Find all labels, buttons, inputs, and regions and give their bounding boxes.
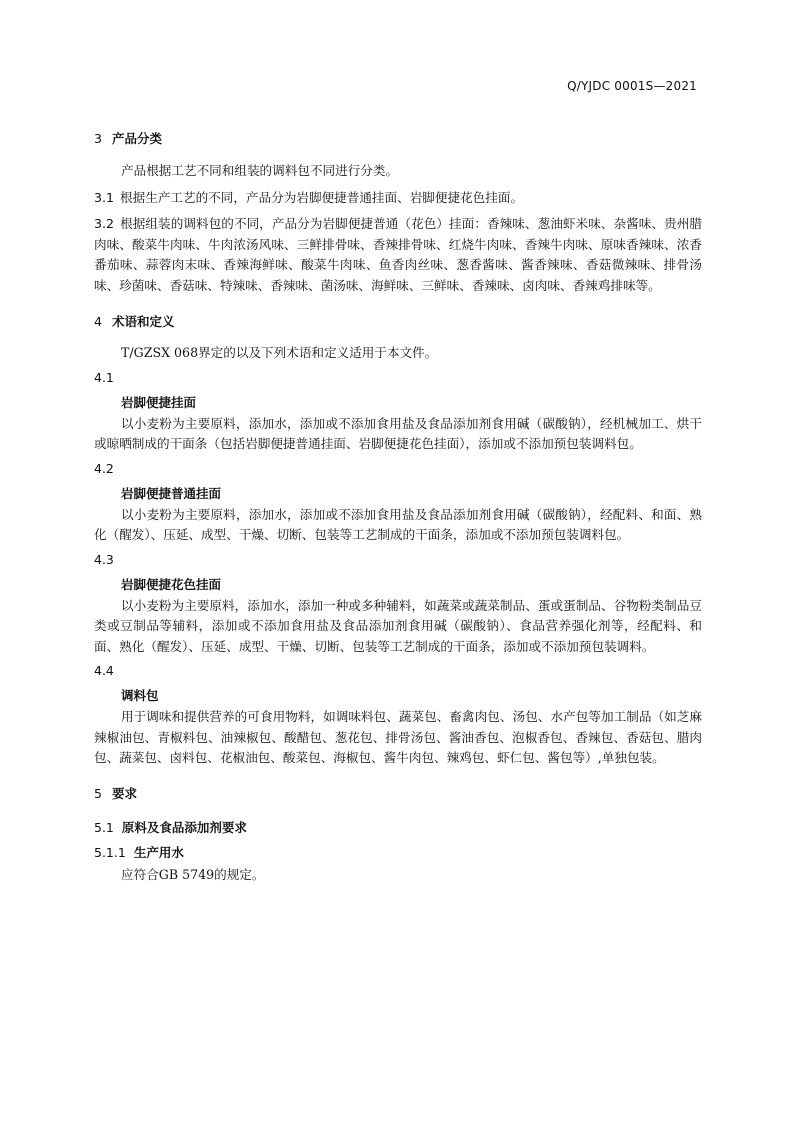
clause-3-2-number: 3.2	[94, 216, 115, 231]
standard-code: Q/YJDC 0001S—2021	[567, 79, 697, 93]
term-number: 4.3	[94, 551, 114, 567]
subsection-5-1-1-text: 应符合GB 5749的规定。	[121, 866, 265, 882]
clause-3-1	[94, 188, 702, 209]
document-body	[94, 128, 702, 885]
clause-3-2	[94, 214, 702, 296]
clause-3-1-text: 根据生产工艺的不同，产品分为岩脚便捷普通挂面、岩脚便捷花色挂面。	[120, 189, 524, 205]
section-4-number: 4	[94, 314, 102, 329]
term-definition: 用于调味和提供营养的可食用物料，如调味料包、蔬菜包、畜禽肉包、汤包、水产包等加工制品（如芝麻辣椒油包、青椒料包、油辣椒包、酸醋包、葱花包、排骨汤包、酱油香包、泡椒香包、香辣包、香菇包、腊肉包、蔬菜包、卤料包、花椒油包、酸菜包、海椒包、酱牛肉包、辣鸡包、虾仁包、酱包等）,单独包装。	[94, 709, 702, 765]
subsection-5-1-number: 5.1	[94, 819, 114, 835]
term-entry	[94, 549, 702, 658]
section-5-title: 要求	[111, 785, 137, 801]
subsection-5-1-heading	[94, 817, 702, 839]
term-title: 岩脚便捷挂面	[121, 394, 197, 410]
clause-3-1-number: 3.1	[94, 189, 115, 205]
section-3-intro: 产品根据工艺不同和组装的调料包不同进行分类。	[121, 163, 399, 178]
section-4-heading	[94, 311, 702, 333]
term-title: 调料包	[121, 688, 159, 703]
section-3-heading	[94, 128, 702, 150]
subsection-5-1-1-heading	[94, 842, 702, 864]
section-3-number: 3	[94, 131, 102, 146]
section-5-number: 5	[94, 785, 102, 801]
section-5-heading	[94, 783, 702, 805]
section-4-intro: T/GZSX 068界定的以及下列术语和定义适用于本文件。	[121, 345, 438, 360]
subsection-5-1-1-number: 5.1.1	[94, 844, 126, 860]
term-definition: 以小麦粉为主要原料，添加水，添加或不添加食用盐及食品添加剂食用碱（碳酸钠），经机械加工、烘干或晾晒制成的干面条（包括岩脚便捷普通挂面、岩脚便捷花色挂面），添加或不添加预包装调料包。	[94, 415, 702, 451]
term-title: 岩脚便捷普通挂面	[121, 485, 222, 501]
term-number: 4.2	[94, 460, 114, 476]
section-3-title: 产品分类	[111, 131, 162, 146]
term-definition: 以小麦粉为主要原料，添加水，添加一种或多种辅料，如蔬菜或蔬菜制品、蛋或蛋制品、谷物粉类制品豆类或豆制品等辅料，添加或不添加食用盐及食品添加剂食用碱（碳酸钠）、食品营养强化剂等，经配料、和面、熟化（醒发）、压延、成型、干燥、切断、包装等工艺制成的干面条，添加或不添加预包装调料。	[94, 597, 702, 654]
term-title: 岩脚便捷花色挂面	[121, 576, 222, 592]
term-number: 4.1	[94, 369, 114, 385]
term-definition: 以小麦粉为主要原料，添加水，添加或不添加食用盐及食品添加剂食用碱（碳酸钠），经配料、和面、熟化（醒发）、压延、成型、干燥、切断、包装等工艺制成的干面条，添加或不添加预包装调料包。	[94, 506, 702, 542]
term-number: 4.4	[94, 663, 114, 678]
subsection-5-1-title: 原料及食品添加剂要求	[121, 819, 247, 835]
term-entry	[94, 367, 702, 455]
subsection-5-1-1-title: 生产用水	[133, 844, 184, 860]
term-entry	[94, 660, 702, 769]
clause-3-2-text: 根据组装的调料包的不同，产品分为岩脚便捷普通（花色）挂面：香辣味、葱油虾米味、杂酱味、贵州腊肉味、酸菜牛肉味、牛肉浓汤风味、三鲜排骨味、香辣排骨味、红烧牛肉味、香辣牛肉味、原味香辣味、浓香番茄味、蒜蓉肉末味、香辣海鲜味、酸菜牛肉味、鱼香肉丝味、葱香酱味、酱香辣味、香菇微辣味、排骨汤味、珍菌味、香菇味、特辣味、香辣味、菌汤味、海鲜味、三鲜味、香辣味、卤肉味、香辣鸡排味等。	[94, 216, 702, 293]
term-entry	[94, 458, 702, 546]
section-4-title: 术语和定义	[111, 314, 175, 329]
